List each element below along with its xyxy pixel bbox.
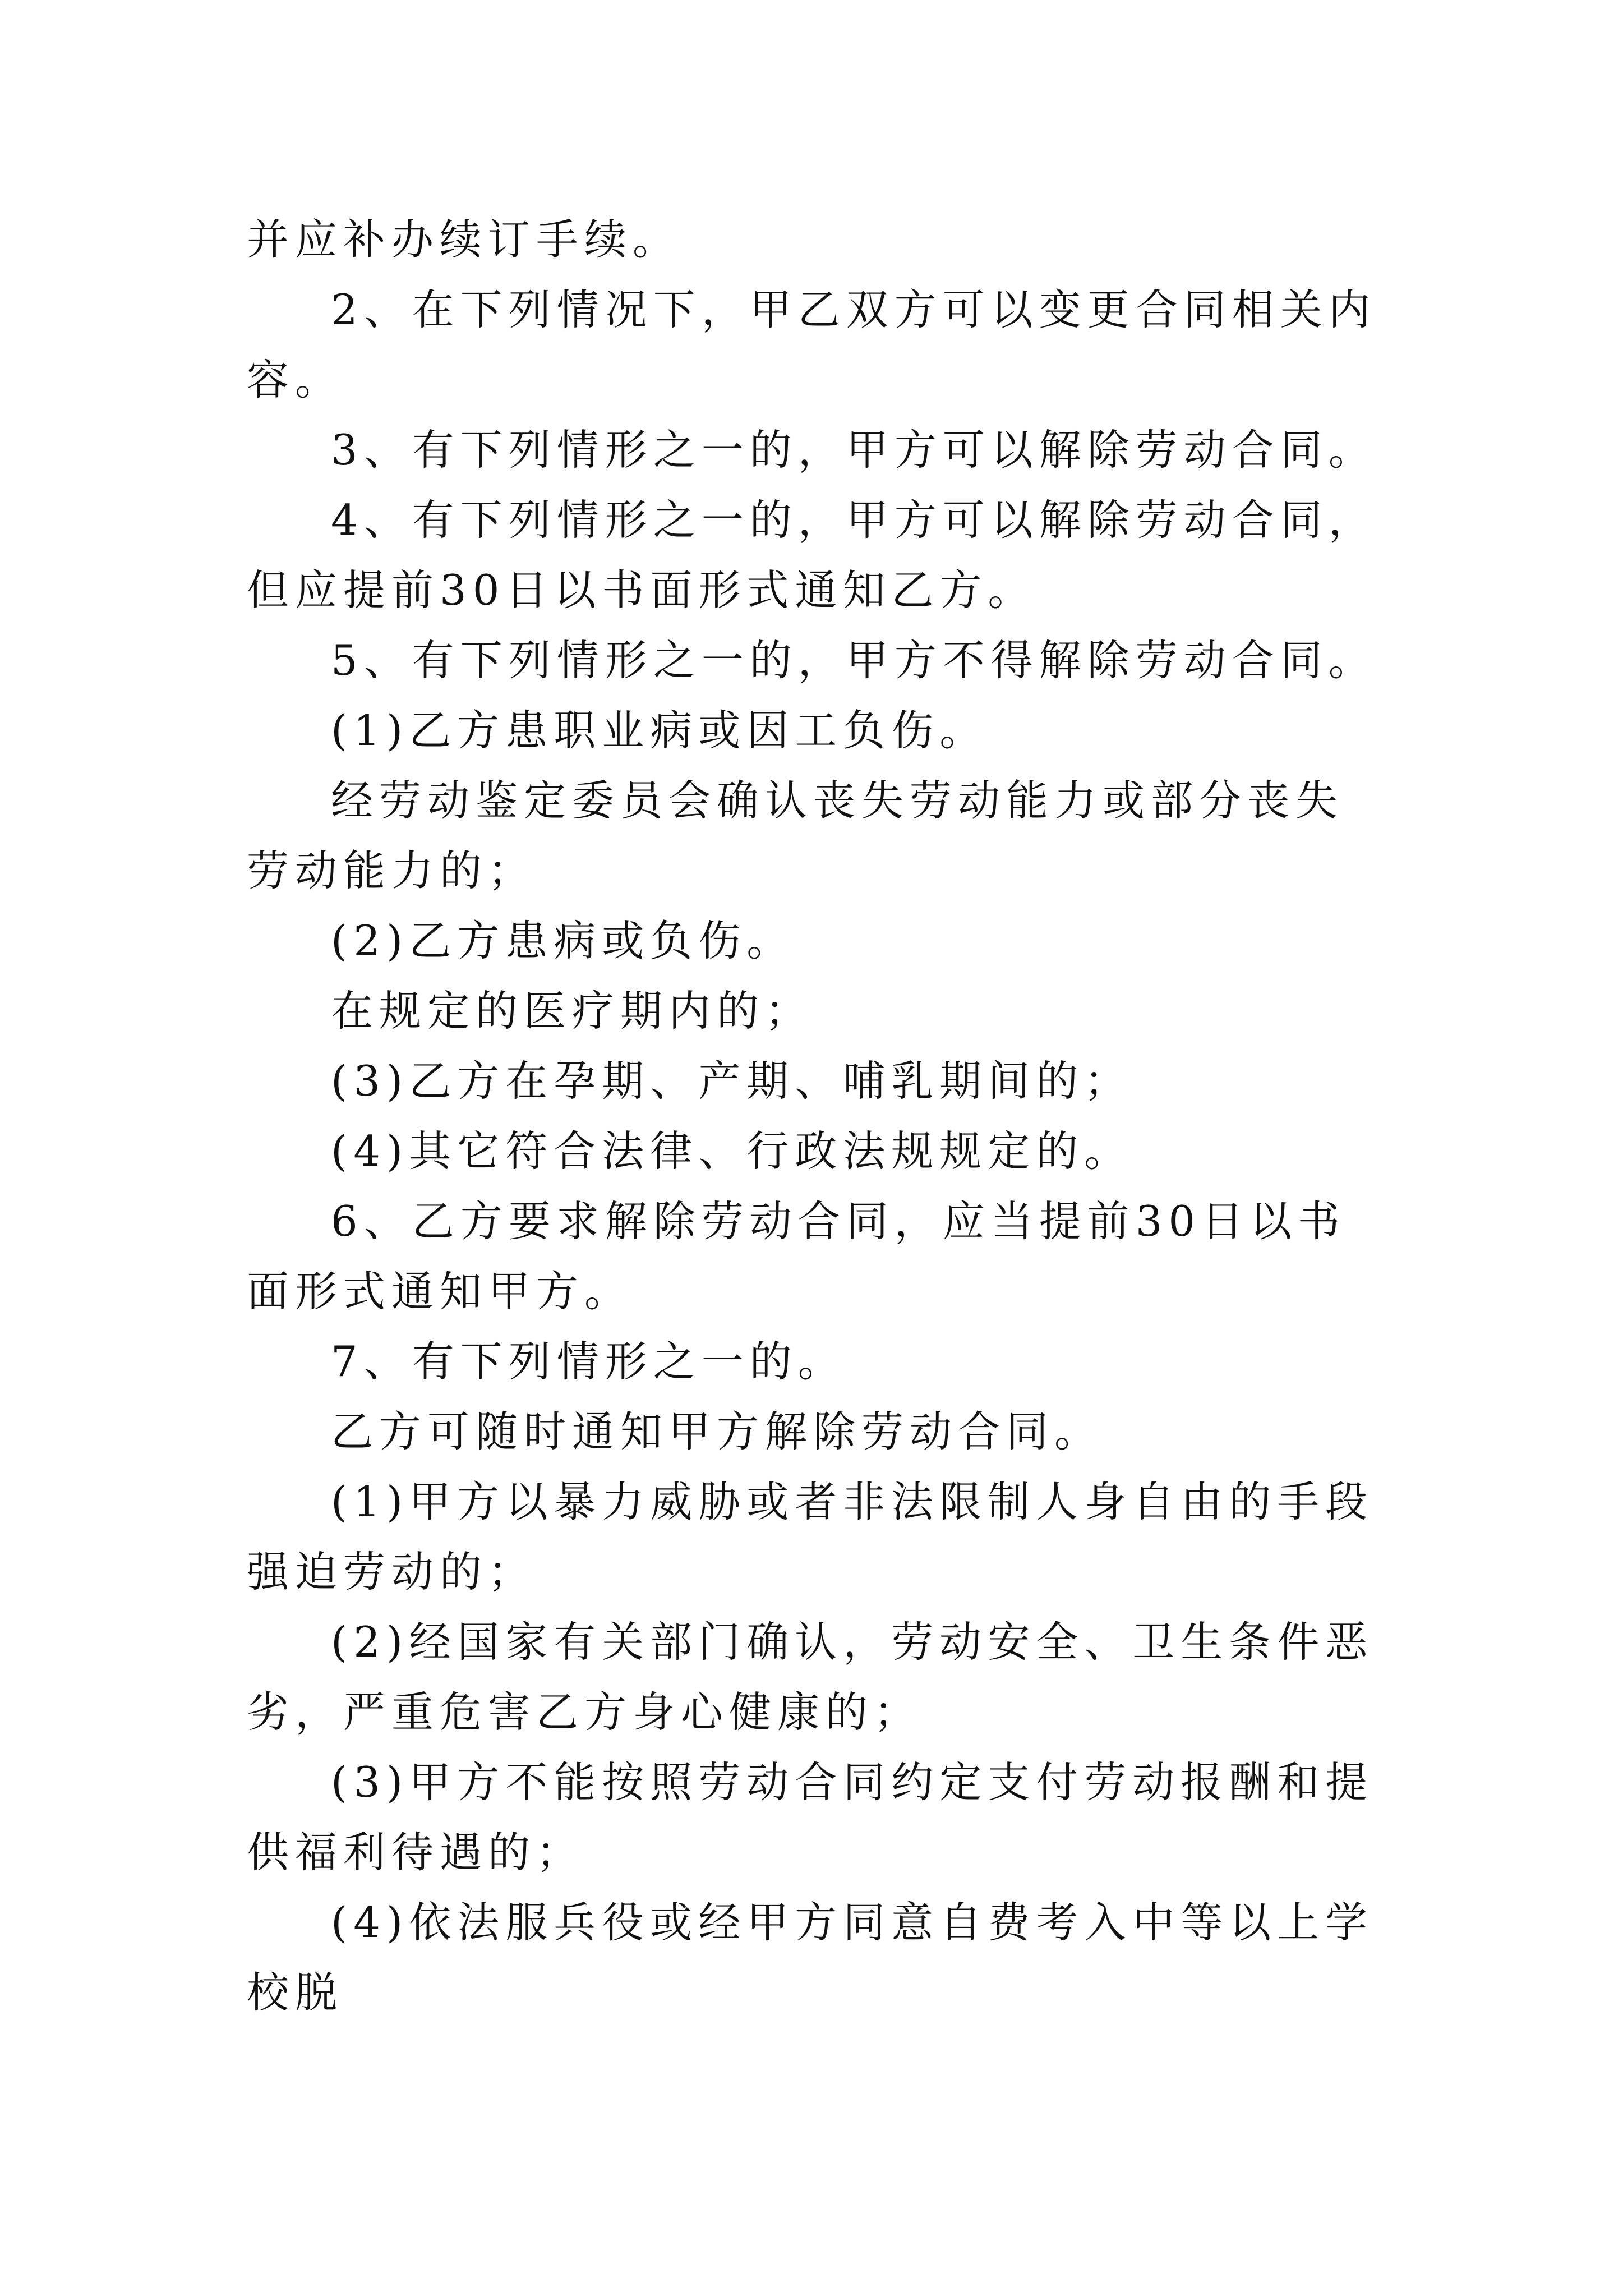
paragraph-continuation: 并应补办续订手续。 (247, 215, 681, 264)
clause-5-item-1: (1)乙方患职业病或因工负伤。 (331, 706, 988, 755)
clause-5: 5、有下列情形之一的，甲方不得解除劳动合同。 (331, 636, 1377, 685)
clause-7-detail: 乙方可随时通知甲方解除劳动合同。 (331, 1407, 1103, 1456)
clause-3: 3、有下列情形之一的，甲方可以解除劳动合同。 (331, 425, 1377, 475)
clause-5-item-2: (2)乙方患病或负伤。 (331, 916, 795, 965)
clause-5-item-3: (3)乙方在孕期、产期、哺乳期间的； (331, 1056, 1133, 1106)
clause-7-item-3: (3)甲方不能按照劳动合同约定支付劳动报酬和提供福利待遇的； (247, 1757, 1374, 1877)
document-body (247, 205, 1385, 2028)
clause-7-item-2: (2)经国家有关部门确认，劳动安全、卫生条件恶劣，严重危害乙方身心健康的； (247, 1617, 1374, 1737)
clause-7-item-4: (4)依法服兵役或经甲方同意自费考入中等以上学校脱 (247, 1898, 1374, 2017)
clause-6: 6、乙方要求解除劳动合同，应当提前30日以书面形式通知甲方。 (247, 1197, 1347, 1316)
clause-4: 4、有下列情形之一的，甲方可以解除劳动合同，但应提前30日以书面形式通知乙方。 (247, 495, 1377, 615)
clause-5-item-1-detail: 经劳动鉴定委员会确认丧失劳动能力或部分丧失劳动能力的； (247, 776, 1344, 895)
clause-5-item-2-detail: 在规定的医疗期内的； (331, 986, 814, 1036)
clause-7: 7、有下列情形之一的。 (331, 1337, 846, 1386)
clause-5-item-4: (4)其它符合法律、行政法规规定的。 (331, 1126, 1133, 1176)
clause-2: 2、在下列情况下，甲乙双方可以变更合同相关内容。 (247, 285, 1377, 404)
clause-7-item-1: (1)甲方以暴力威胁或者非法限制人身自由的手段强迫劳动的； (247, 1477, 1374, 1596)
